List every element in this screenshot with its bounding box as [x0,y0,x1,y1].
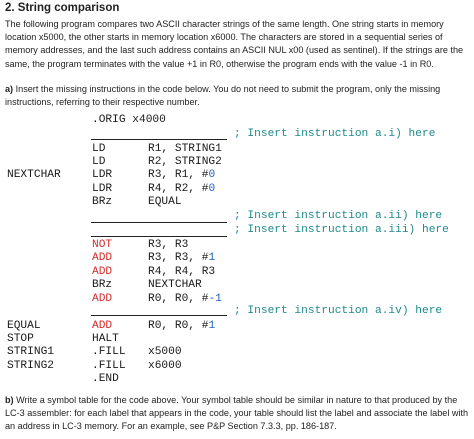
code-label: STRING2 [7,359,54,372]
operand-text: R2, STRING2 [148,156,222,169]
code-label: STRING1 [7,346,54,359]
operand-text: EQUAL [148,195,182,208]
code-opcode: .FILL [92,359,126,372]
operand-text: R3, R3, # [148,252,209,265]
code-operands [148,279,202,292]
blank-line-aiii [91,236,227,237]
code-opcode: LDR [92,182,113,195]
immediate-value: -1 [208,292,222,305]
immediate-value: 1 [208,252,216,265]
section-title: 2. String comparison [5,2,120,14]
code-opcode: ADD [92,292,113,305]
operand-text: x6000 [148,359,182,372]
blank-line-aii [91,222,227,223]
code-operands [148,183,215,196]
code-opcode: BRz [92,279,113,292]
operand-text: R4, R4, R3 [148,265,216,278]
operand-text: x5000 [148,346,182,359]
code-opcode: LD [92,143,106,155]
code-operands [148,346,182,359]
code-opcode: LD [92,156,106,169]
part-b-text: Write a symbol table for the code above. Your symbol table should be similar in nature to that produced by the LC-3 assembler: for each label that appears in the code, your table should list the label and associate the label with an address in LC-3 memory. For an example, see P&P Section 7.3.3, pp. 186-187. [5,395,469,432]
code-opcode: ADD [92,265,113,278]
operand-text: NEXTCHAR [148,279,202,292]
orig-directive: .ORIG x4000 [92,114,166,126]
code-operands [148,169,215,182]
part-b-label: b) [5,395,14,405]
code-operands [148,266,215,279]
operand-text: R4, R2, # [148,182,209,195]
code-opcode: ADD [92,320,113,332]
immediate-value: 1 [208,320,216,332]
part-a-instructions [5,83,471,109]
code-opcode: HALT [92,333,119,346]
code-opcode: NOT [92,239,113,251]
code-operands [148,143,222,156]
code-operands [148,196,182,209]
code-label: NEXTCHAR [7,169,61,182]
code-operands [148,156,222,169]
comment-aiii: ; Insert instruction a.iii) here [234,224,449,236]
code-label: STOP [7,333,34,346]
immediate-value: 0 [208,182,216,195]
part-a-label: a) [5,84,14,94]
operand-text: R0, R0, # [148,292,209,305]
operand-text: R3, R3 [148,239,189,251]
code-opcode: LDR [92,169,113,182]
code-operands [148,360,182,373]
part-b-instructions [5,394,471,434]
intro-paragraph: The following program compares two ASCII character strings of the same length. One string starts in memory location x5000, the other starts in memory location x6000. The characters are stored in a sequential series of memory addresses, and the last such address contains an ASCII NUL x00 (used as sentinel). If the strings are the same, the program terminates with the value +1 in R0, otherwise the program ends with the value -1 in R0. [5,19,464,69]
operand-text: R0, R0, # [148,320,209,332]
code-opcode: .FILL [92,346,126,359]
code-operands [148,293,222,306]
part-a-text: Insert the missing instructions in the code below. You do not need to submit the program, only the missing instructions, referring to their respective number. [5,84,441,108]
code-opcode: .END [92,372,119,385]
comment-aii: ; Insert instruction a.ii) here [234,210,443,222]
immediate-value: 0 [208,169,216,182]
blank-line-ai [91,139,227,140]
blank-line-aiv [91,315,227,316]
operand-text: R1, STRING1 [148,143,222,155]
comment-aiv: ; Insert instruction a.iv) here [234,305,443,317]
operand-text: R3, R1, # [148,169,209,182]
code-opcode: ADD [92,252,113,265]
code-label: EQUAL [7,320,41,332]
comment-ai: ; Insert instruction a.i) here [234,128,436,140]
code-operands [148,320,215,333]
code-operands [148,239,188,252]
code-opcode: BRz [92,195,113,208]
code-operands [148,252,215,265]
